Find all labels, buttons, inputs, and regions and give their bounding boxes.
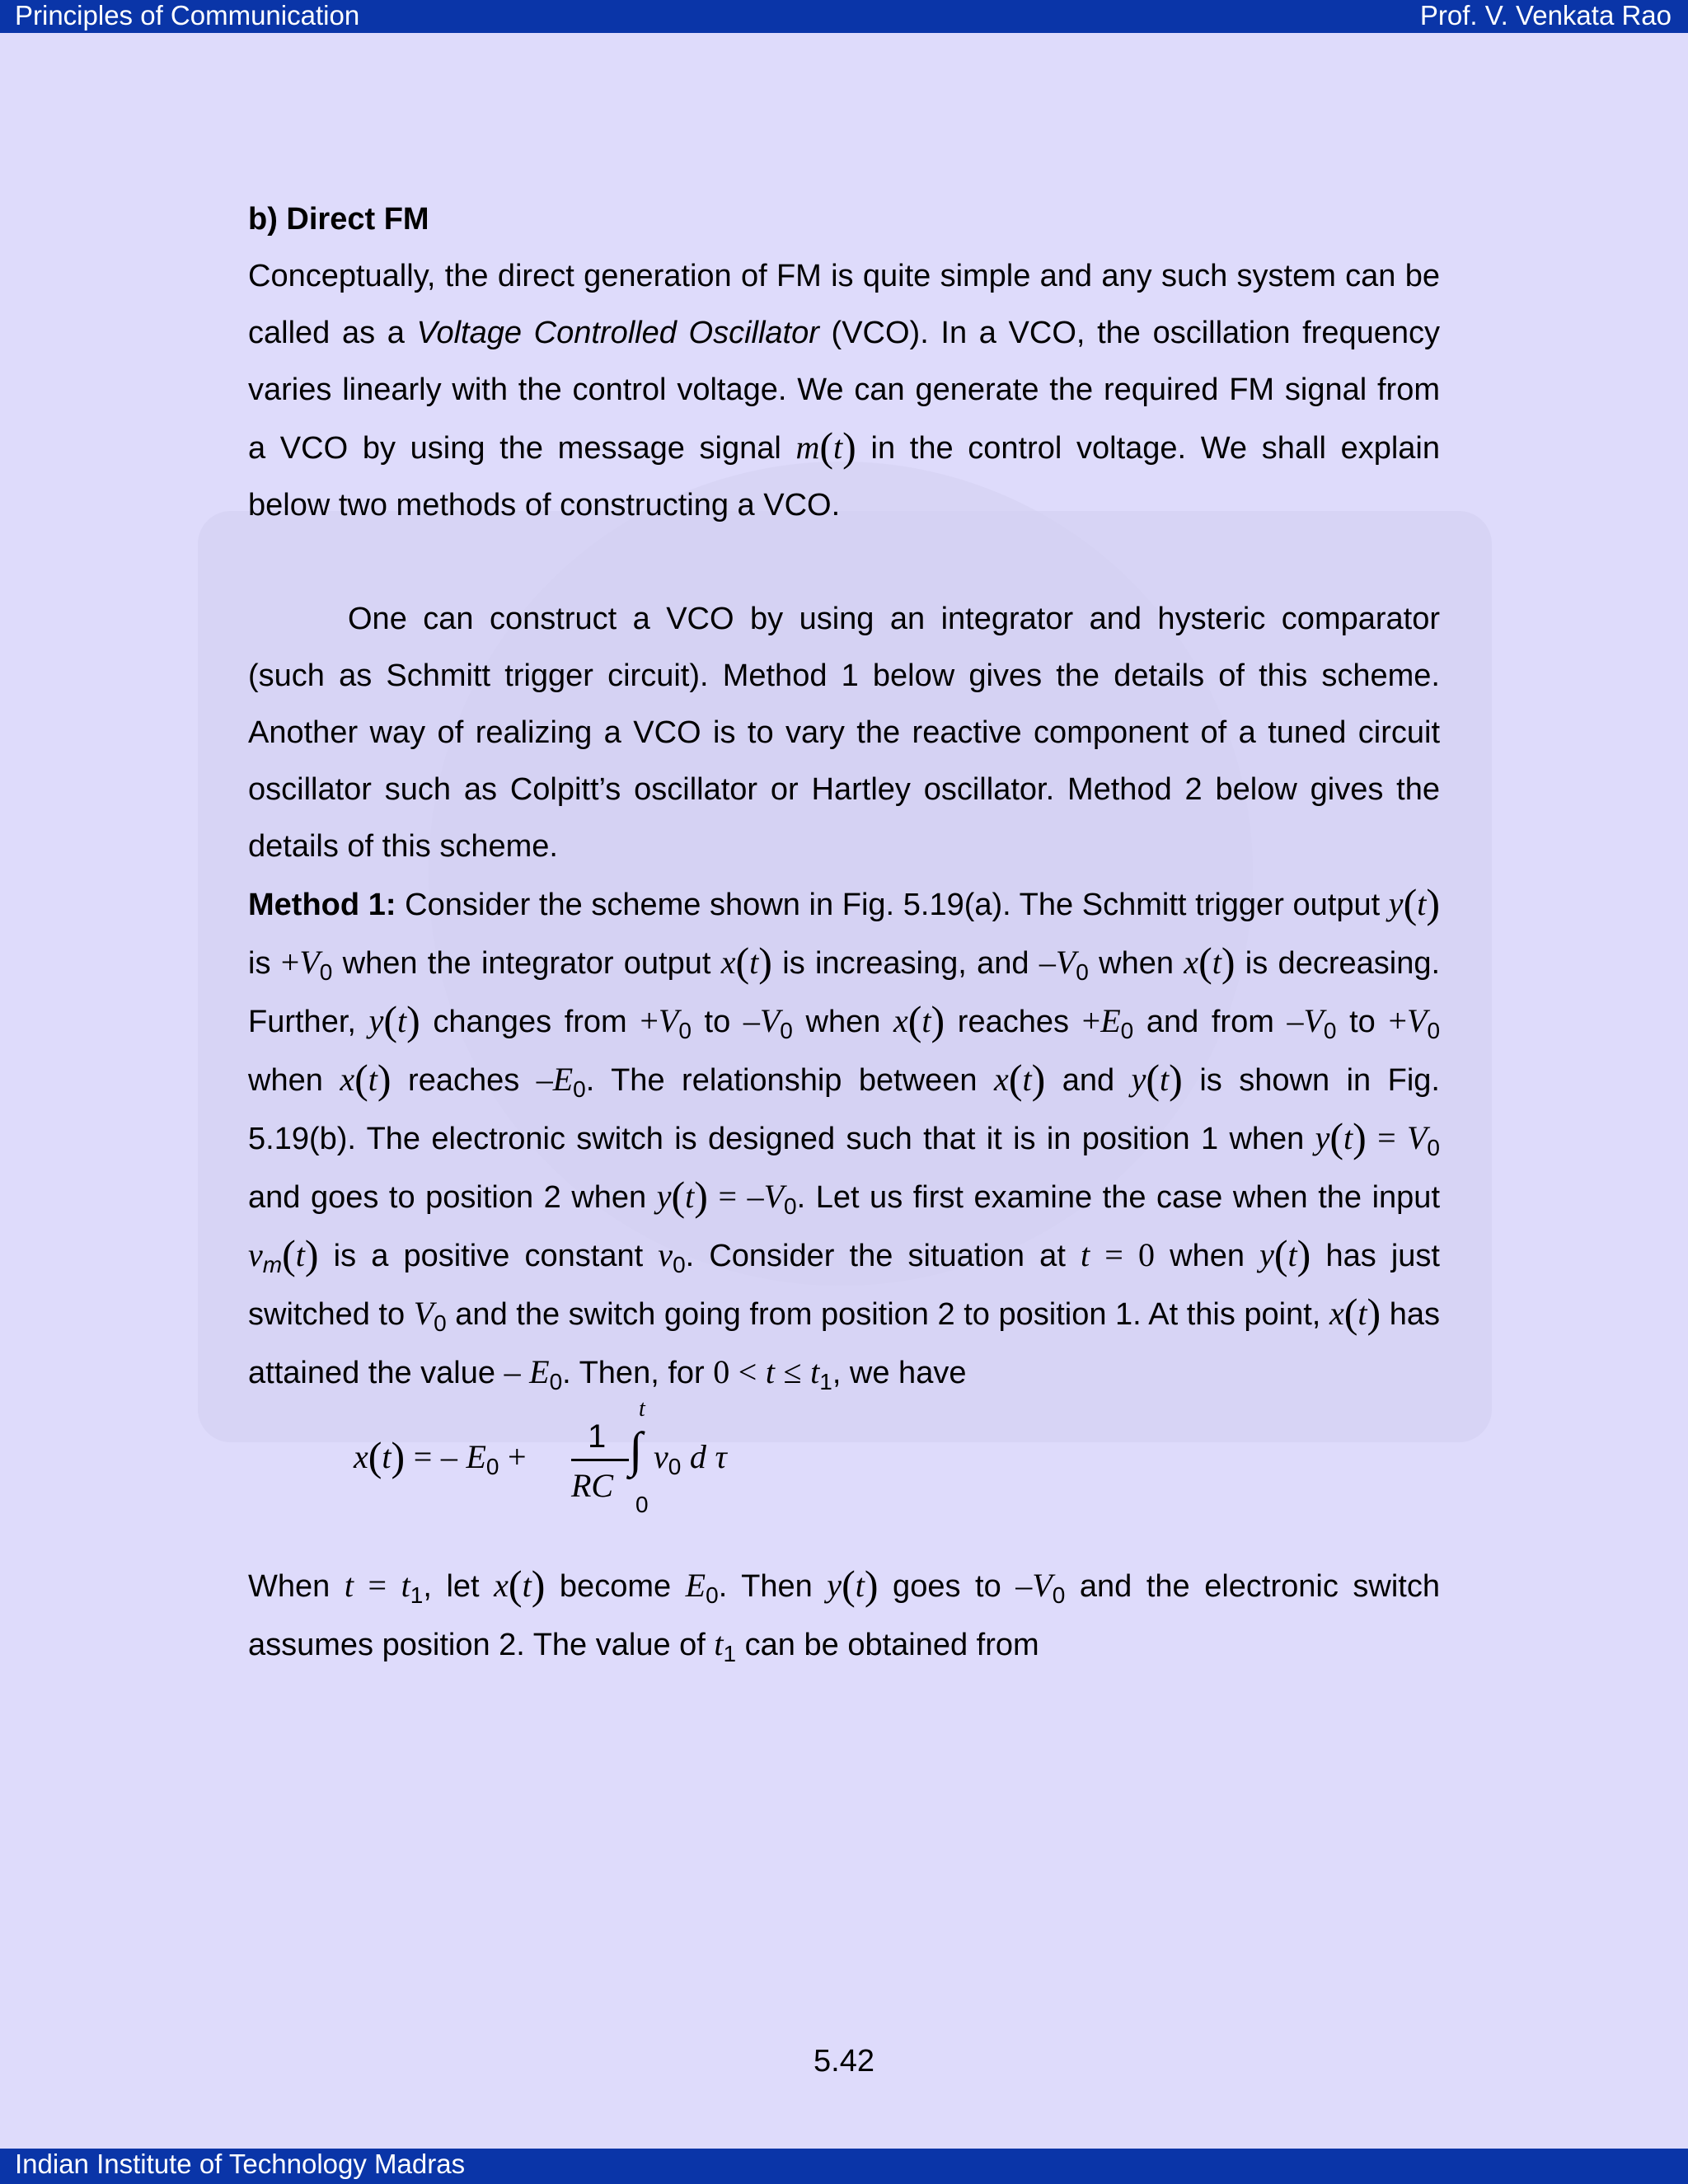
paragraph-switch-position: When $t = t_1$, let x(t) become $E_0$. Then y(t) goes to $-V_0$ and the electronic switch assumes position 2. The value of $t_1$ can be obtained from [248,1562,1440,1666]
integral-sign: ∫ [629,1422,643,1477]
page-number: 5.42 [814,2044,874,2079]
integral-lower-limit: 0 [635,1492,649,1517]
integral-equation: x(t) = – $E_0$ + 1 RC t ∫ 0 $v_0$ d τ [248,1412,1440,1554]
paragraph-method-1: Method 1: Consider the scheme shown in Fig. 5.19(a). The Schmitt trigger output y(t) is $+V_0$ when the integrator output x(t) is increasing, and $-V_0$ when x(t) is decreasing. Further, y(t) changes from $+V_0$ to $-V_0$ when x(t) reaches $+E_0$ and from $-V_0$ to $+V_0$ when x(t) reaches $-E_0$. The relationship between x(t) and y(t) is shown in Fig. 5.19(b). The electronic switch is designed such that it is in position 1 when $y(t) = V_0$ and goes to position 2 when $y(t) = -V_0$. Let us first examine the case when the input $v_m(t)$ is a positive constant $v_0$. Consider the situation at t = 0 when y(t) has just switched to $V_0$ and the switch going from position 2 to position 1. At this point, x(t) has attained the value – $E_0$. Then, for $0 < t \le t_1$, we have [248,880,1441,1394]
footer-institution: Indian Institute of Technology Madras [15,2149,466,2179]
integral-upper-limit: t [639,1396,645,1422]
fraction-denominator: RC [571,1467,614,1504]
page-header [0,0,1688,33]
paragraph-direct-fm: Conceptually, the direct generation of FM is quite simple and any such system can be called as a Voltage Controlled Oscillator (VCO). In a VCO, the oscillation frequency varies linearly with the control voltage. We can generate the required FM signal from a VCO by using the message signal m(t) in the control voltage. We shall explain below two methods of constructing a VCO. [248,259,1440,523]
paragraph-vco-methods: One can construct a VCO by using an integrator and hysteric comparator (such as Schmitt trigger circuit). Method 1 below gives the details of this scheme. Another way of realizing a VCO is to vary the reactive component of a tuned circuit oscillator such as Colpitt’s oscillator or Hartley oscillator. Method 2 below gives the details of this scheme. [248,602,1440,864]
page-footer [0,2149,1688,2184]
header-title: Principles of Communication [15,0,360,30]
section-heading: b) Direct FM [248,202,429,237]
document-body [248,191,1440,1674]
fraction-numerator: 1 [588,1418,607,1455]
header-author: Prof. V. Venkata Rao [1419,0,1672,30]
